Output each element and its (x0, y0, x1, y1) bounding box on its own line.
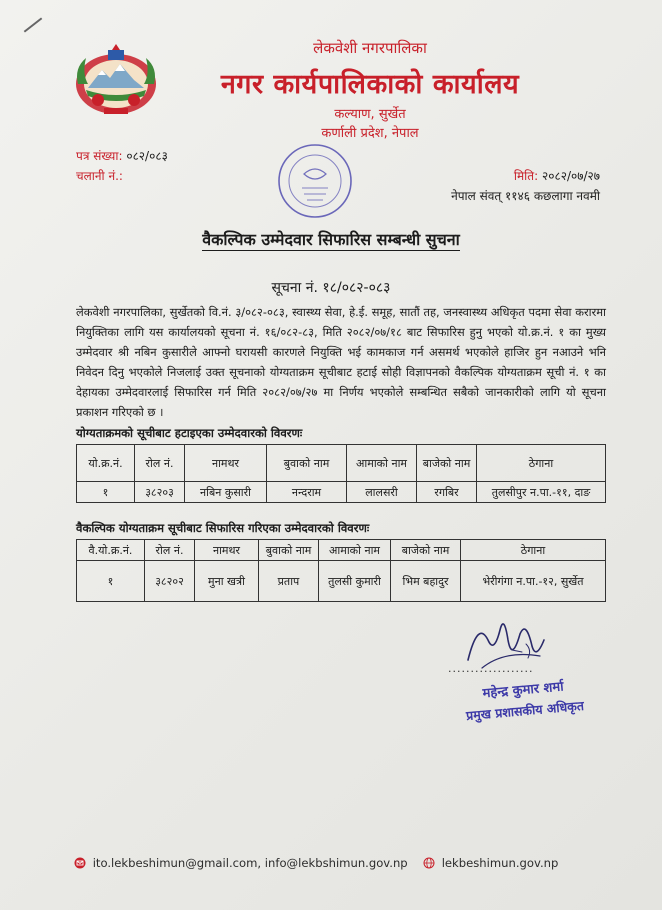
website-text[interactable]: lekbeshimun.gov.np (441, 856, 559, 870)
notice-body: लेकवेशी नगरपालिका, सुर्खेतको वि.नं. ३/०८२-०८३, स्वास्थ्य सेवा, हे.ई. समूह, सातौं तह, जनस्वास्थ्य अधिकृत पदमा सेवा करारमा नियुक्तिका लागि यस कार्यालयको सूचना नं. १६/०८२-८३, मिति २०८२/०७/१८ बाट सिफारिस हुनु भएको यो.क्र.नं. १ का मुख्य उम्मेदवार श्री नबिन कुसारीले आफ्नो घरायसी कारणले नियुक्ति भई कामकाज गर्न असमर्थ भएकोले हाजिर हुन नआउने भनि निवेदन दिनु भएकोले निजलाई उक्त सूचनाको योग्यताक्रम सूचीबाट हटाई सोही विज्ञापनको वैकल्पिक योग्यताक्रम सूची नं. १ का देहायका उम्मेदवारलाई सिफारिस गर्न मिति २०८२/०७/२७ मा निर्णय भएकोले सम्बन्धित सबैको जानकारीको लागि यो सूचना प्रकाशन गरिएको छ । (76, 305, 606, 419)
reference-number (76, 147, 168, 164)
col-address: ठेगाना (461, 540, 606, 561)
nepal-samvat-date: नेपाल संवत् ११४६ कछलागा नवमी (451, 189, 600, 203)
cell-mother: लालसरी (347, 482, 417, 503)
office-address: कल्याण, सुर्खेत (334, 107, 406, 122)
footer-website (423, 856, 558, 870)
signatory-title: प्रमुख प्रशासकीय अधिकृत (465, 697, 585, 724)
recommended-candidates-heading: वैकल्पिक योग्यताक्रम सूचीबाट सिफारिस गरिएका उम्मेदवारको विवरणः (76, 521, 370, 535)
reference-value: ०८२/०८३ (126, 149, 168, 163)
cell-name: मुना खत्री (195, 561, 259, 602)
col-address: ठेगाना (477, 445, 606, 482)
cell-address: तुलसीपुर न.पा.-११, दाङ (477, 482, 606, 503)
cell-name: नबिन कुसारी (185, 482, 267, 503)
col-roll: रोल नं. (145, 540, 195, 561)
col-serial: वै.यो.क्र.नं. (77, 540, 145, 561)
nepal-emblem-icon (68, 44, 164, 120)
removed-candidates-heading: योग्यताक्रमको सूचीबाट हटाइएका उम्मेदवारको विवरणः (76, 426, 303, 440)
table-header-row (77, 540, 606, 561)
cell-serial: १ (77, 561, 145, 602)
signature-line: ................... (448, 662, 534, 675)
table-row (77, 561, 606, 602)
col-name: नामथर (185, 445, 267, 482)
col-father: बुवाको नाम (259, 540, 319, 561)
date-value: २०८२/०७/२७ (541, 169, 600, 183)
col-grandfather: बाजेको नाम (417, 445, 477, 482)
dispatch-label: चलानी नं.: (76, 169, 123, 183)
removed-candidates-table (76, 444, 606, 503)
col-serial: यो.क्र.नं. (77, 445, 135, 482)
col-name: नामथर (195, 540, 259, 561)
notice-number: सूचना नं. १८/०८२-०८३ (271, 280, 391, 296)
cell-father: प्रताप (259, 561, 319, 602)
recommended-candidates-table (76, 539, 606, 602)
table-header-row (77, 445, 606, 482)
corner-mark (24, 17, 43, 32)
cell-serial: १ (77, 482, 135, 503)
cell-roll: ३८२०३ (135, 482, 185, 503)
email-icon (74, 857, 86, 869)
office-stamp-icon (274, 140, 356, 222)
table-row (77, 482, 606, 503)
globe-icon (423, 857, 435, 869)
notice-title (0, 228, 662, 250)
col-mother: आमाको नाम (347, 445, 417, 482)
cell-grandfather: रगबिर (417, 482, 477, 503)
municipality-name: लेकवेशी नगरपालिका (313, 39, 427, 57)
cell-address: भेरीगंगा न.पा.-१२, सुर्खेत (461, 561, 606, 602)
signatory-name: महेन्द्र कुमार शर्मा (482, 679, 565, 702)
col-father: बुवाको नाम (267, 445, 347, 482)
footer-email (74, 856, 408, 870)
cell-father: नन्दराम (267, 482, 347, 503)
col-grandfather: बाजेको नाम (391, 540, 461, 561)
office-province: कर्णाली प्रदेश, नेपाल (321, 126, 419, 141)
date-label: मिति: (513, 169, 539, 183)
reference-label: पत्र संख्या: (76, 149, 123, 163)
cell-roll: ३८२०२ (145, 561, 195, 602)
cell-mother: तुलसी कुमारी (319, 561, 391, 602)
col-roll: रोल नं. (135, 445, 185, 482)
email-text[interactable]: ito.lekbeshimun@gmail.com, info@lekbshimun.gov.np (92, 856, 408, 870)
col-mother: आमाको नाम (319, 540, 391, 561)
dispatch-number (76, 167, 123, 184)
office-title: नगर कार्यपालिकाको कार्यालय (220, 69, 520, 100)
issue-date (514, 167, 600, 184)
cell-grandfather: भिम बहादुर (391, 561, 461, 602)
notice-title-text: वैकल्पिक उम्मेदवार सिफारिस सम्बन्धी सुचना (202, 230, 460, 249)
